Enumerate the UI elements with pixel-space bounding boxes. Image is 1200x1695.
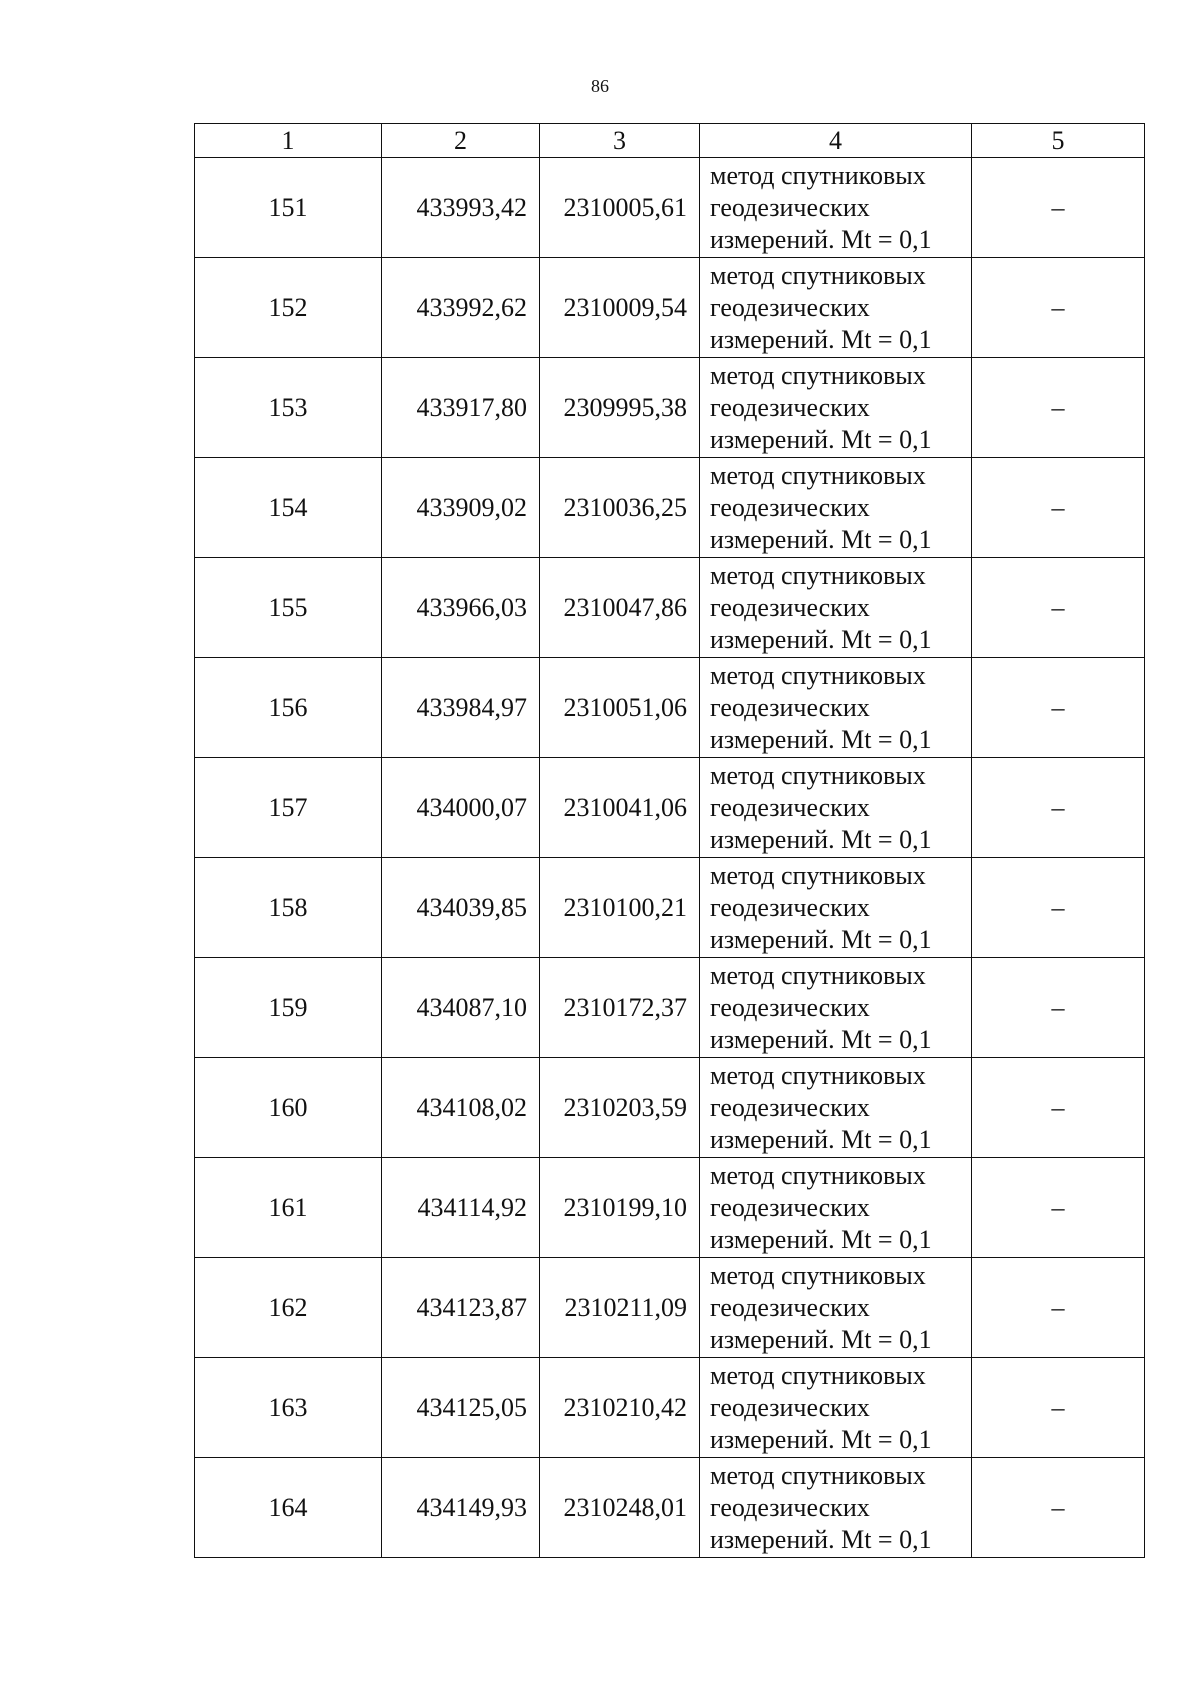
table-row (195, 1458, 1145, 1558)
y-coordinate-cell: 2310005,61 (540, 158, 700, 258)
table-row (195, 258, 1145, 358)
x-coordinate-cell: 433993,42 (382, 158, 540, 258)
note-cell: – (972, 758, 1145, 858)
note-cell: – (972, 1458, 1145, 1558)
y-coordinate-cell: 2310211,09 (540, 1258, 700, 1358)
y-coordinate-cell: 2310199,10 (540, 1158, 700, 1258)
y-coordinate-cell: 2310203,59 (540, 1058, 700, 1158)
table-row (195, 1258, 1145, 1358)
point-number-cell: 151 (195, 158, 382, 258)
point-number-cell: 161 (195, 1158, 382, 1258)
method-cell: метод спутниковых геодезических измерений. Mt = 0,1 (700, 658, 972, 758)
x-coordinate-cell: 434108,02 (382, 1058, 540, 1158)
point-number-cell: 153 (195, 358, 382, 458)
point-number-cell: 164 (195, 1458, 382, 1558)
note-cell: – (972, 858, 1145, 958)
header-cell-3: 3 (540, 124, 700, 158)
x-coordinate-cell: 433966,03 (382, 558, 540, 658)
point-number-cell: 154 (195, 458, 382, 558)
header-cell-4: 4 (700, 124, 972, 158)
note-cell: – (972, 958, 1145, 1058)
x-coordinate-cell: 434125,05 (382, 1358, 540, 1458)
table-row (195, 1058, 1145, 1158)
y-coordinate-cell: 2310248,01 (540, 1458, 700, 1558)
x-coordinate-cell: 433909,02 (382, 458, 540, 558)
coordinates-table (194, 123, 1145, 1558)
table-row (195, 758, 1145, 858)
y-coordinate-cell: 2310172,37 (540, 958, 700, 1058)
point-number-cell: 163 (195, 1358, 382, 1458)
table-row (195, 958, 1145, 1058)
method-cell: метод спутниковых геодезических измерений. Mt = 0,1 (700, 258, 972, 358)
y-coordinate-cell: 2310100,21 (540, 858, 700, 958)
table-row (195, 1358, 1145, 1458)
note-cell: – (972, 558, 1145, 658)
note-cell: – (972, 1158, 1145, 1258)
y-coordinate-cell: 2310036,25 (540, 458, 700, 558)
x-coordinate-cell: 433917,80 (382, 358, 540, 458)
x-coordinate-cell: 434123,87 (382, 1258, 540, 1358)
method-cell: метод спутниковых геодезических измерений. Mt = 0,1 (700, 158, 972, 258)
point-number-cell: 157 (195, 758, 382, 858)
method-cell: метод спутниковых геодезических измерений. Mt = 0,1 (700, 1258, 972, 1358)
method-cell: метод спутниковых геодезических измерений. Mt = 0,1 (700, 1158, 972, 1258)
x-coordinate-cell: 434149,93 (382, 1458, 540, 1558)
y-coordinate-cell: 2310009,54 (540, 258, 700, 358)
note-cell: – (972, 1258, 1145, 1358)
header-cell-1: 1 (195, 124, 382, 158)
method-cell: метод спутниковых геодезических измерений. Mt = 0,1 (700, 1358, 972, 1458)
note-cell: – (972, 1058, 1145, 1158)
table-row (195, 1158, 1145, 1258)
note-cell: – (972, 358, 1145, 458)
point-number-cell: 152 (195, 258, 382, 358)
point-number-cell: 156 (195, 658, 382, 758)
note-cell: – (972, 258, 1145, 358)
method-cell: метод спутниковых геодезических измерений. Mt = 0,1 (700, 1458, 972, 1558)
table-row (195, 458, 1145, 558)
note-cell: – (972, 1358, 1145, 1458)
header-cell-5: 5 (972, 124, 1145, 158)
table-row (195, 658, 1145, 758)
method-cell: метод спутниковых геодезических измерений. Mt = 0,1 (700, 758, 972, 858)
note-cell: – (972, 658, 1145, 758)
table-row (195, 358, 1145, 458)
header-row (195, 124, 1145, 158)
method-cell: метод спутниковых геодезических измерений. Mt = 0,1 (700, 558, 972, 658)
y-coordinate-cell: 2310051,06 (540, 658, 700, 758)
x-coordinate-cell: 434039,85 (382, 858, 540, 958)
table-row (195, 858, 1145, 958)
point-number-cell: 160 (195, 1058, 382, 1158)
method-cell: метод спутниковых геодезических измерений. Mt = 0,1 (700, 958, 972, 1058)
header-cell-2: 2 (382, 124, 540, 158)
point-number-cell: 159 (195, 958, 382, 1058)
y-coordinate-cell: 2310041,06 (540, 758, 700, 858)
point-number-cell: 155 (195, 558, 382, 658)
table-row (195, 558, 1145, 658)
x-coordinate-cell: 434000,07 (382, 758, 540, 858)
table-body (195, 158, 1145, 1558)
y-coordinate-cell: 2310210,42 (540, 1358, 700, 1458)
note-cell: – (972, 458, 1145, 558)
point-number-cell: 158 (195, 858, 382, 958)
page-number: 86 (591, 76, 609, 96)
y-coordinate-cell: 2310047,86 (540, 558, 700, 658)
table-row (195, 158, 1145, 258)
method-cell: метод спутниковых геодезических измерений. Mt = 0,1 (700, 458, 972, 558)
y-coordinate-cell: 2309995,38 (540, 358, 700, 458)
method-cell: метод спутниковых геодезических измерений. Mt = 0,1 (700, 858, 972, 958)
x-coordinate-cell: 433992,62 (382, 258, 540, 358)
note-cell: – (972, 158, 1145, 258)
x-coordinate-cell: 434087,10 (382, 958, 540, 1058)
method-cell: метод спутниковых геодезических измерений. Mt = 0,1 (700, 1058, 972, 1158)
point-number-cell: 162 (195, 1258, 382, 1358)
x-coordinate-cell: 433984,97 (382, 658, 540, 758)
x-coordinate-cell: 434114,92 (382, 1158, 540, 1258)
method-cell: метод спутниковых геодезических измерений. Mt = 0,1 (700, 358, 972, 458)
